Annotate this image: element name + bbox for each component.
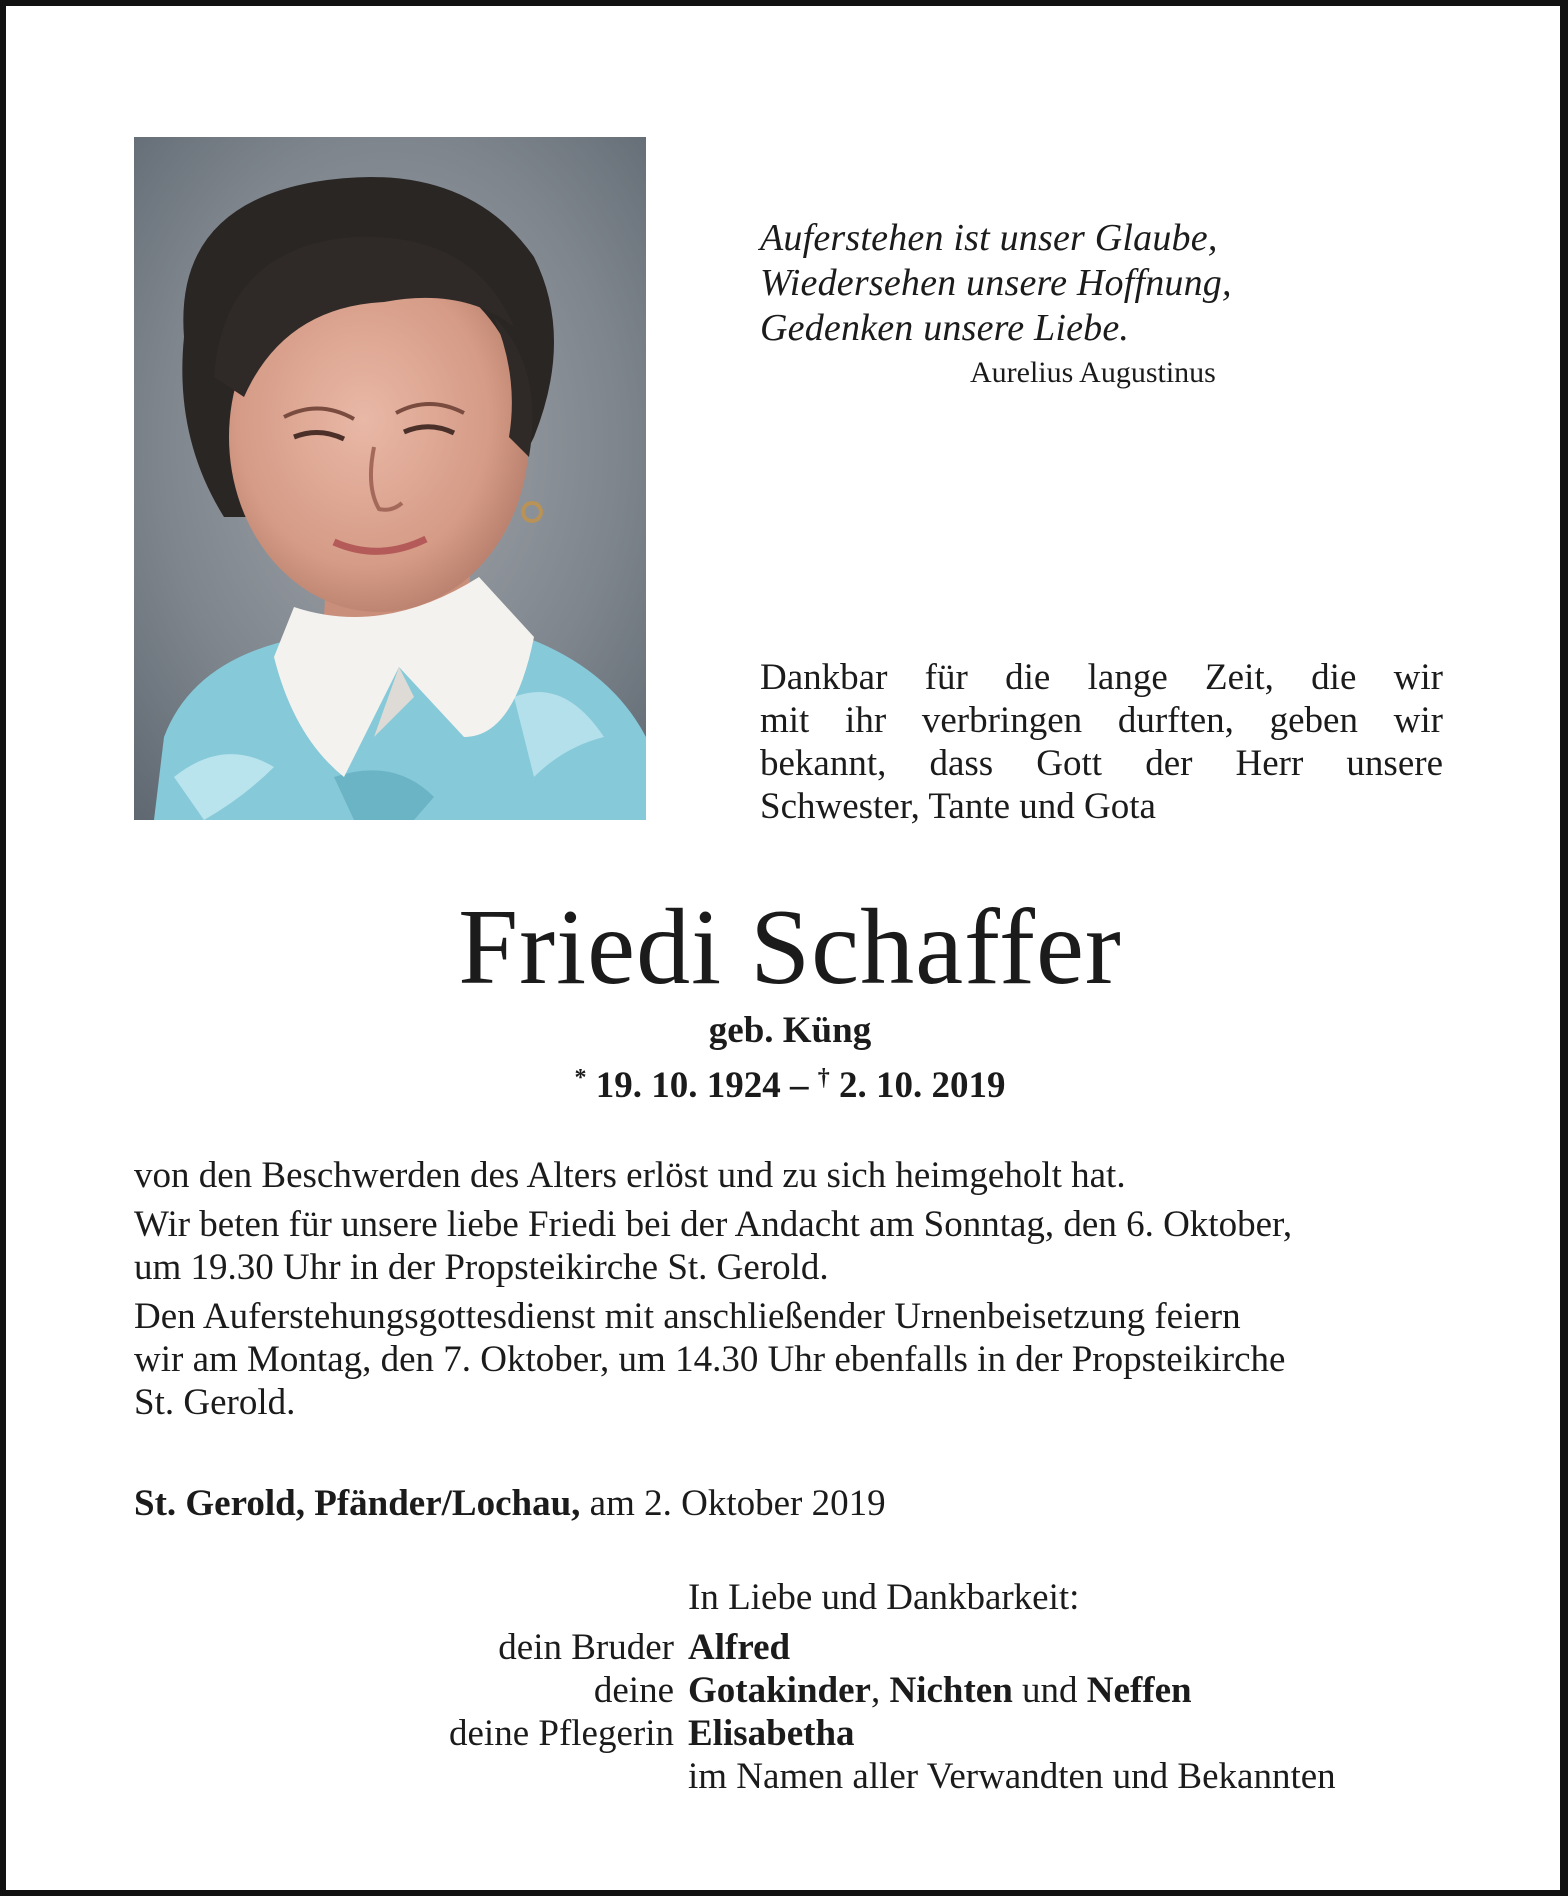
body-line: von den Beschwerden des Alters erlöst und zu sich heimgeholt hat. (134, 1155, 1126, 1196)
mourner-name: Elisabetha (688, 1713, 855, 1754)
birth-date: 19. 10. 1924 (595, 1065, 781, 1106)
place-and-date (134, 1482, 886, 1525)
signature-row (6, 1669, 1568, 1712)
signature-row (6, 1755, 1568, 1798)
intro-line: Schwester, Tante und Gota (760, 786, 1156, 827)
signature-heading: In Liebe und Dankbarkeit: (688, 1577, 1080, 1618)
quote-line: Wiedersehen unsere Hoffnung, (760, 262, 1232, 304)
body-line: St. Gerold. (134, 1382, 296, 1423)
name-separator: , (870, 1670, 890, 1711)
quote-block (760, 216, 1300, 351)
quote-line: Auferstehen ist unser Glaube, (760, 217, 1218, 259)
relation-label: deine Pflegerin (449, 1713, 674, 1754)
mourner-name: Nichten (889, 1670, 1013, 1711)
portrait-photo (134, 137, 646, 820)
body-line: Wir beten für unsere liebe Friedi bei der Andacht am Sonntag, den 6. Oktober, (134, 1204, 1293, 1245)
relation-label: dein Bruder (498, 1627, 674, 1668)
announcement-body (134, 1154, 1444, 1424)
deceased-name: Friedi Schaffer (458, 888, 1122, 1007)
intro-line: mit ihr verbringen durften, geben wir (760, 700, 1443, 741)
place-date: am 2. Oktober 2019 (580, 1483, 886, 1524)
mourner-name: Neffen (1086, 1670, 1192, 1711)
place-location: St. Gerold, Pfänder/Lochau, (134, 1483, 581, 1524)
signature-block (6, 1576, 1568, 1798)
service-paragraph (134, 1295, 1444, 1424)
death-symbol: † (817, 1065, 830, 1091)
signature-row (6, 1712, 1568, 1755)
signature-row (6, 1626, 1568, 1669)
body-line: um 19.30 Uhr in der Propsteikirche St. Gerold. (134, 1247, 829, 1288)
date-separator: – (780, 1065, 818, 1106)
mourner-names (688, 1669, 1192, 1712)
quote-author: Aurelius Augustinus (970, 356, 1216, 389)
mourner-names (688, 1712, 855, 1755)
quote-line: Gedenken unsere Liebe. (760, 307, 1130, 349)
intro-text (760, 656, 1443, 828)
intro-line: Dankbar für die lange Zeit, die wir (760, 657, 1443, 698)
birth-symbol: * (574, 1065, 587, 1091)
mourner-names (688, 1626, 790, 1669)
prayer-paragraph (134, 1203, 1444, 1289)
closing-line: im Namen aller Verwandten und Bekannten (688, 1756, 1336, 1797)
birth-name: geb. Küng (708, 1010, 872, 1051)
name-separator: und (1012, 1670, 1087, 1711)
mourner-name: Gotakinder (688, 1670, 871, 1711)
body-line: Den Auferstehungsgottesdienst mit anschließender Urnenbeisetzung feiern (134, 1296, 1241, 1337)
mourner-name: Alfred (688, 1627, 791, 1668)
death-date: 2. 10. 2019 (839, 1065, 1006, 1106)
intro-line: bekannt, dass Gott der Herr unsere (760, 743, 1443, 784)
signature-heading-row (6, 1576, 1568, 1626)
life-dates (6, 1057, 1568, 1107)
relation-label: deine (593, 1670, 674, 1711)
body-line: wir am Montag, den 7. Oktober, um 14.30 Uhr ebenfalls in der Propsteikirche (134, 1339, 1286, 1380)
